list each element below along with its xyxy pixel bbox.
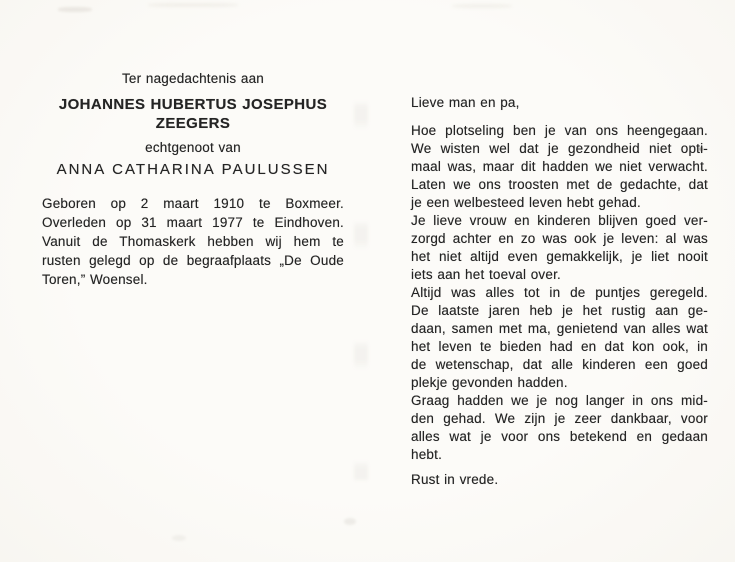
deceased-name-line-2: ZEEGERS [155, 115, 231, 132]
right-page [411, 0, 708, 562]
text-line: je een welbesteed leven hebt gehad. [411, 195, 641, 210]
text-line: het niet altijd even gemakkelijk, je liet nooit [411, 249, 708, 264]
text-line: Geboren op 2 maart 1910 te Boxmeer. [42, 196, 344, 211]
text-line: iets aan het toeval over. [411, 267, 561, 282]
deceased-name-line-1: JOHANNES HUBERTUS JOSEPHUS [58, 96, 328, 113]
text-line: den gehad. We zijn je zeer dankbaar, voor [411, 411, 708, 426]
text-line: Je lieve vrouw en kinderen blijven goed ver- [411, 213, 708, 228]
text-line: Overleden op 31 maart 1977 te Eindhoven. [42, 215, 344, 230]
text-line: rusten gelegd op de begraafplaats „De Oude [42, 253, 344, 268]
left-page [42, 0, 344, 562]
text-line: Laten we ons troosten met de gedachte, dat [411, 177, 708, 192]
relation-line: echtgenoot van [145, 140, 241, 155]
closing-line: Rust in vrede. [411, 472, 499, 487]
text-line: Graag hadden we je nog langer in ons mid- [411, 393, 708, 408]
text-line: daan, samen met ma, genietend van alles wat [411, 321, 708, 336]
text-line: hebt. [411, 447, 443, 462]
text-line: Vanuit de Thomaskerk hebben wij hem te [42, 234, 344, 249]
text-line: We wisten wel dat je gezondheid niet opti- [411, 141, 708, 156]
deceased-name [42, 95, 344, 133]
scan-speck [344, 518, 356, 525]
biography-paragraph [42, 194, 344, 289]
card-fold-shadow [354, 60, 368, 480]
text-line: Hoe plotseling ben je van ons heengegaan. [411, 123, 708, 138]
spouse-name: ANNA CATHARINA PAULUSSEN [56, 161, 330, 178]
text-line: alles wat je voor ons betekend en gedaan [411, 429, 708, 444]
dedication-line: Ter nagedachtenis aan [121, 71, 264, 86]
text-line: De laatste jaren heb je het rustig aan ge- [411, 303, 708, 318]
text-line: de wetenschap, dat alle kinderen een goed [411, 357, 708, 372]
text-line: Toren,” Woensel. [42, 272, 148, 287]
text-line: maal was, maar dit hadden we niet verwacht. [411, 159, 708, 174]
text-line: plekje gevonden hadden. [411, 375, 568, 390]
memorial-text [411, 122, 708, 464]
text-line: het leven te bieden had en dat kon ook, in [411, 339, 708, 354]
text-line: Altijd was alles tot in de puntjes geregeld. [411, 285, 708, 300]
text-line: zorgd achter en zo was ook je leven: al was [411, 231, 708, 246]
salutation-line: Lieve man en pa, [411, 95, 520, 110]
